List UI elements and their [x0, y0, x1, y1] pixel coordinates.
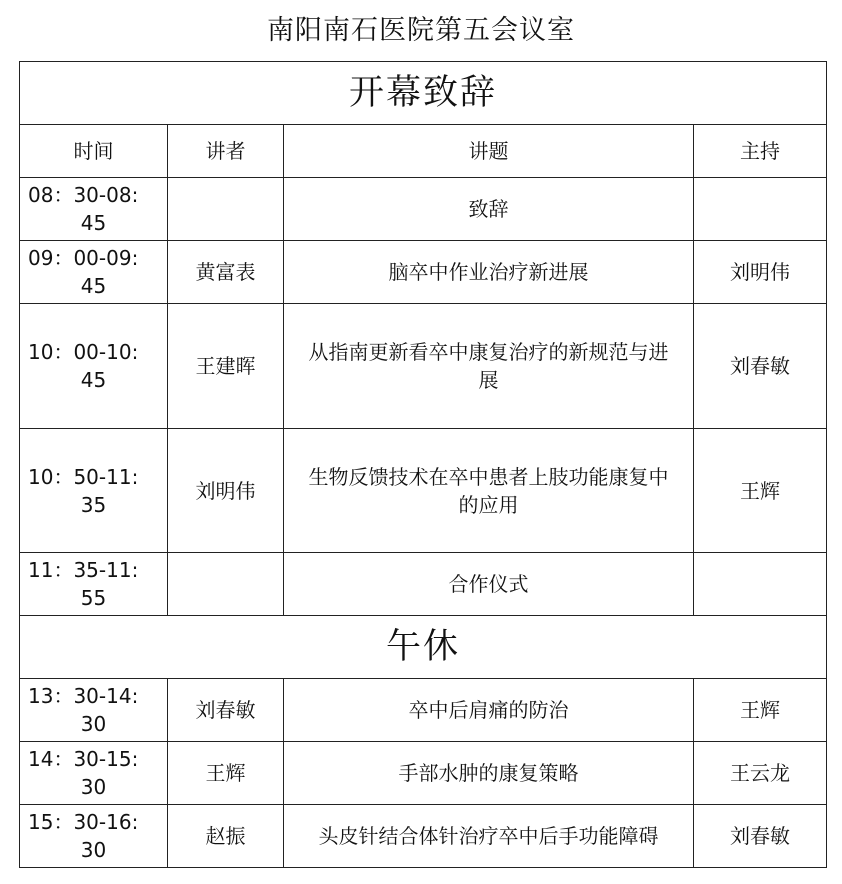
- time-end: 35: [80, 492, 107, 517]
- table-row: [20, 178, 827, 241]
- column-header-time: 时间: [20, 125, 168, 178]
- speaker-cell: 黄富表: [168, 241, 284, 304]
- time-start: 10：50-11:: [28, 464, 139, 489]
- page-title: 南阳南石医院第五会议室: [267, 15, 575, 46]
- time-start: 13：30-14:: [28, 684, 139, 708]
- time-start: 15：30-16:: [28, 810, 139, 834]
- host-cell: 刘春敏: [694, 805, 827, 868]
- speaker-cell: 刘明伟: [168, 429, 284, 553]
- speaker-cell: [168, 553, 284, 616]
- topic-cell: 致辞: [284, 178, 694, 241]
- speaker-cell: 王建晖: [168, 304, 284, 429]
- header-row: [20, 125, 827, 178]
- speaker-cell: 刘春敏: [168, 679, 284, 742]
- topic-cell: 卒中后肩痛的防治: [284, 679, 694, 742]
- host-cell: 刘春敏: [694, 304, 827, 429]
- speaker-cell: 王辉: [168, 742, 284, 805]
- time-end: 45: [80, 274, 107, 298]
- time-end: 30: [80, 712, 107, 736]
- topic-cell: 合作仪式: [284, 553, 694, 616]
- host-cell: 王辉: [694, 429, 827, 553]
- time-cell: [20, 429, 168, 553]
- topic-cell: 从指南更新看卒中康复治疗的新规范与进展: [284, 304, 694, 429]
- host-cell: [694, 553, 827, 616]
- table-row: [20, 805, 827, 868]
- section-heading: 开幕致辞: [20, 62, 827, 125]
- speaker-cell: [168, 178, 284, 241]
- topic-cell: 脑卒中作业治疗新进展: [284, 241, 694, 304]
- table-row: [20, 742, 827, 805]
- time-cell: [20, 178, 168, 241]
- table-row: [20, 304, 827, 429]
- table-row: [20, 241, 827, 304]
- host-cell: 王云龙: [694, 742, 827, 805]
- section-row: [20, 62, 827, 125]
- time-start: 10：00-10:: [28, 340, 139, 364]
- host-cell: [694, 178, 827, 241]
- column-header-speaker: 讲者: [168, 125, 284, 178]
- topic-cell: 头皮针结合体针治疗卒中后手功能障碍: [284, 805, 694, 868]
- agenda-table: [19, 61, 827, 868]
- time-end: 55: [80, 586, 107, 610]
- section-row: [20, 616, 827, 679]
- table-row: [20, 553, 827, 616]
- column-header-host: 主持: [694, 125, 827, 178]
- time-end: 45: [80, 368, 107, 392]
- table-row: [20, 679, 827, 742]
- time-cell: [20, 679, 168, 742]
- time-cell: [20, 241, 168, 304]
- column-header-topic: 讲题: [284, 125, 694, 178]
- time-cell: [20, 304, 168, 429]
- topic-cell: 手部水肿的康复策略: [284, 742, 694, 805]
- topic-cell: 生物反馈技术在卒中患者上肢功能康复中的应用: [284, 429, 694, 553]
- host-cell: 王辉: [694, 679, 827, 742]
- time-cell: [20, 805, 168, 868]
- time-cell: [20, 553, 168, 616]
- speaker-cell: 赵振: [168, 805, 284, 868]
- section-heading: 午休: [20, 616, 827, 679]
- time-start: 11：35-11:: [28, 558, 139, 582]
- time-cell: [20, 742, 168, 805]
- time-end: 30: [80, 838, 107, 862]
- time-start: 14：30-15:: [28, 747, 139, 771]
- time-end: 30: [80, 775, 107, 799]
- host-cell: 刘明伟: [694, 241, 827, 304]
- table-row: [20, 429, 827, 553]
- time-end: 45: [80, 211, 107, 235]
- time-start: 09：00-09:: [28, 246, 139, 270]
- time-start: 08：30-08:: [28, 183, 139, 207]
